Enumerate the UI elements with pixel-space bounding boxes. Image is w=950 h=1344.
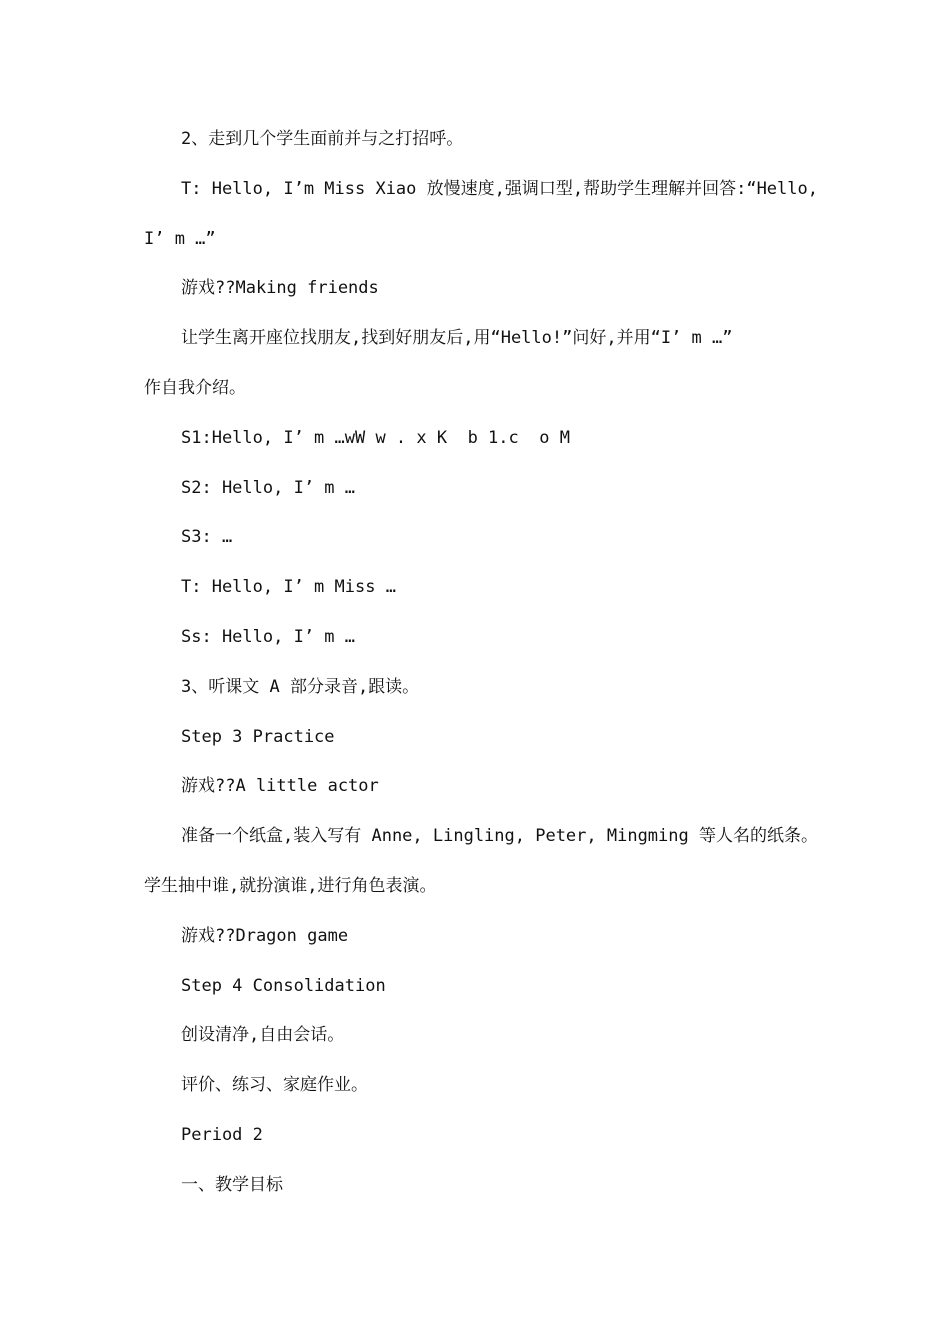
line-teaching-goals: 一、教学目标: [181, 1175, 283, 1195]
line-period-heading: Period 2: [181, 1125, 263, 1145]
line-free-talk: 创设清净,自由会话。: [181, 1025, 345, 1045]
line-dialogue-s3: S3: …: [181, 527, 233, 547]
line-teacher-intro-cont: I’ m …”: [144, 229, 216, 249]
line-step4-heading: Step 4 Consolidation: [181, 976, 386, 996]
line-evaluation: 评价、练习、家庭作业。: [181, 1075, 368, 1095]
line-game-making-friends: 游戏??Making friends: [181, 278, 379, 298]
line-step3-heading: Step 3 Practice: [181, 727, 335, 747]
line-dialogue-students: Ss: Hello, I’ m …: [181, 627, 355, 647]
line-game-instructions-cont: 作自我介绍。: [144, 378, 246, 398]
line-actor-instructions: 准备一个纸盒,装入写有 Anne, Lingling, Peter, Mingming 等人名的纸条。: [181, 826, 818, 846]
line-dialogue-s2: S2: Hello, I’ m …: [181, 478, 355, 498]
line-greeting-step: 2、走到几个学生面前并与之打招呼。: [181, 129, 464, 149]
line-game-little-actor: 游戏??A little actor: [181, 776, 379, 796]
line-actor-instructions-cont: 学生抽中谁,就扮演谁,进行角色表演。: [144, 876, 437, 896]
line-dialogue-teacher: T: Hello, I’ m Miss …: [181, 577, 396, 597]
line-listening-step: 3、听课文 A 部分录音,跟读。: [181, 677, 420, 697]
line-game-instructions: 让学生离开座位找朋友,找到好朋友后,用“Hello!”问好,并用“I’ m …”: [181, 328, 733, 348]
line-dialogue-s1: S1:Hello, I’ m …wW w . x K b 1.c o M: [181, 428, 570, 448]
line-game-dragon: 游戏??Dragon game: [181, 926, 349, 946]
line-teacher-intro: T: Hello, I’m Miss Xiao 放慢速度,强调口型,帮助学生理解并回答:“Hello,: [181, 179, 818, 199]
